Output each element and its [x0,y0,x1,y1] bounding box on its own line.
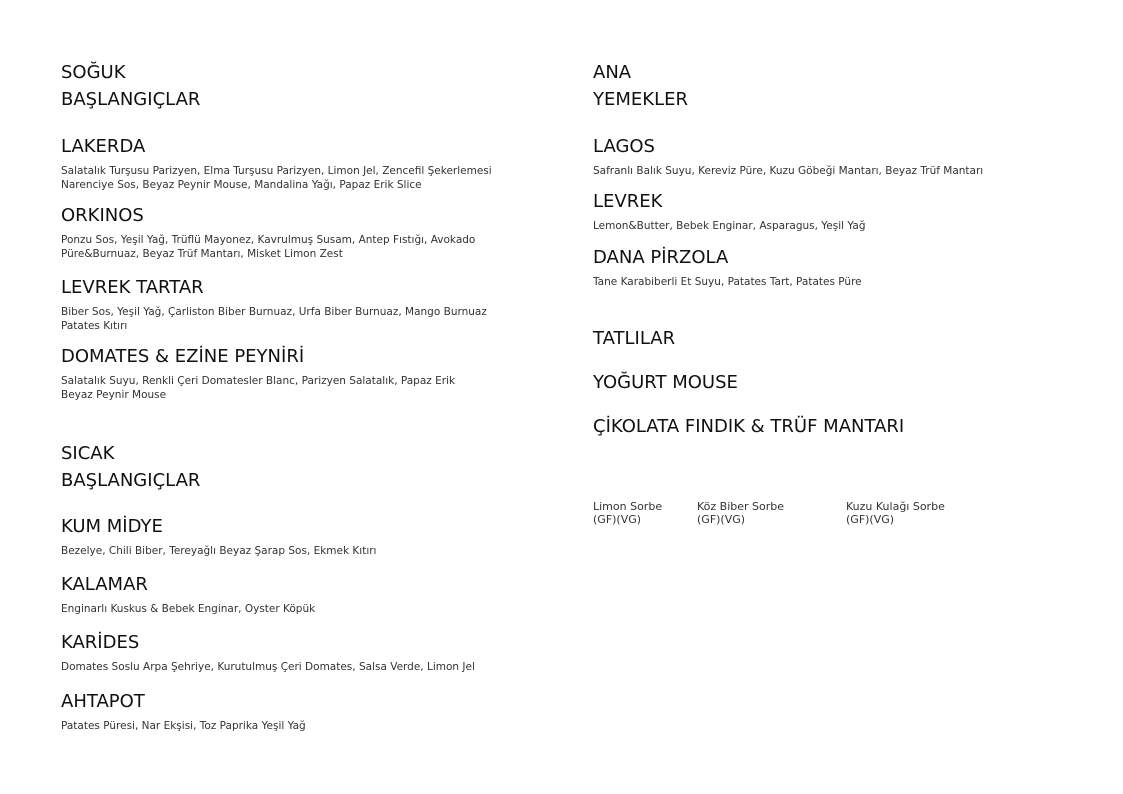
section-title-line: BAŞLANGIÇLAR [61,470,201,491]
description-line: Salatalık Turşusu Parizyen, Elma Turşusu Parizyen, Limon Jel, Zencefil Şekerlemesi [61,165,492,177]
dessert-item: YOĞURT MOUSE [593,372,738,393]
main-courses-title [593,59,688,113]
dish-name: ORKINOS [61,205,144,226]
menu-item [61,691,306,734]
dish-description [61,234,475,261]
dish-name: LAGOS [593,136,655,157]
description-line: Patates Kıtırı [61,319,128,332]
dish-name: KUM MİDYE [61,516,163,537]
description-line: Püre&Burnuaz, Beyaz Trüf Mantarı, Misket Limon Zest [61,247,343,260]
menu-item [61,136,492,192]
section-title-line: ANA [593,62,632,83]
menu-item [61,346,455,402]
sorbet-name: Köz Biber Sorbe [697,500,785,513]
sorbet-name: Kuzu Kulağı Sorbe [846,500,945,513]
sorbet-tag: (GF)(VG) [593,513,642,526]
menu-item [593,247,862,290]
dish-name: LEVREK TARTAR [61,277,204,298]
dish-description: Enginarlı Kuskus & Bebek Enginar, Oyster Köpük [61,603,316,615]
sorbet-name: Limon Sorbe [593,500,663,513]
dish-name: KALAMAR [61,574,148,595]
section-title-line: SICAK [61,443,115,464]
dish-name: DOMATES & EZİNE PEYNİRİ [61,346,305,367]
section-title-line: YEMEKLER [593,89,688,110]
sorbet-tag: (GF)(VG) [697,513,746,526]
menu-item [593,136,983,179]
description-line: Biber Sos, Yeşil Yağ, Çarliston Biber Burnuaz, Urfa Biber Burnuaz, Mango Burnuaz [61,306,487,318]
dish-name: DANA PİRZOLA [593,247,729,268]
menu-item [61,632,475,675]
dish-description [61,165,492,192]
dish-description [61,375,455,402]
menu-item [593,191,865,234]
menu-item [61,277,487,333]
dish-name: LAKERDA [61,136,146,157]
description-line: Narenciye Sos, Beyaz Peynir Mouse, Mandalina Yağı, Papaz Erik Slice [61,178,422,191]
sorbet-tag: (GF)(VG) [846,513,895,526]
dish-name: AHTAPOT [61,691,145,712]
dish-description: Lemon&Butter, Bebek Enginar, Asparagus, Yeşil Yağ [593,220,866,232]
dessert-item: ÇİKOLATA FINDIK & TRÜF MANTARI [593,416,905,437]
dish-description: Safranlı Balık Suyu, Kereviz Püre, Kuzu Göbeği Mantarı, Beyaz Trüf Mantarı [593,165,984,177]
hot-starters-title [61,440,200,494]
description-line: Beyaz Peynir Mouse [61,388,167,401]
cold-starters-title [61,59,200,113]
dish-description: Patates Püresi, Nar Ekşisi, Toz Paprika Yeşil Yağ [61,720,306,732]
dish-description: Tane Karabiberli Et Suyu, Patates Tart, Patates Püre [593,276,862,288]
dish-description [61,306,487,333]
section-title-line: BAŞLANGIÇLAR [61,89,201,110]
section-title-line: SOĞUK [61,62,126,83]
dish-description: Domates Soslu Arpa Şehriye, Kurutulmuş Çeri Domates, Salsa Verde, Limon Jel [61,661,475,673]
sorbet-item [697,500,784,526]
menu-item [61,205,475,261]
description-line: Salatalık Suyu, Renkli Çeri Domatesler Blanc, Parizyen Salatalık, Papaz Erik [61,375,456,387]
dish-name: KARİDES [61,632,140,653]
desserts-title: TATLILAR [593,328,676,349]
dish-name: LEVREK [593,191,663,212]
dish-description: Bezelye, Chili Biber, Tereyağlı Beyaz Şarap Sos, Ekmek Kıtırı [61,545,377,557]
sorbet-item [846,500,945,526]
description-line: Ponzu Sos, Yeşil Yağ, Trüflü Mayonez, Kavrulmuş Susam, Antep Fıstığı, Avokado [61,234,476,246]
menu-item [61,574,315,617]
sorbet-item [593,500,662,526]
menu-item [61,516,376,559]
